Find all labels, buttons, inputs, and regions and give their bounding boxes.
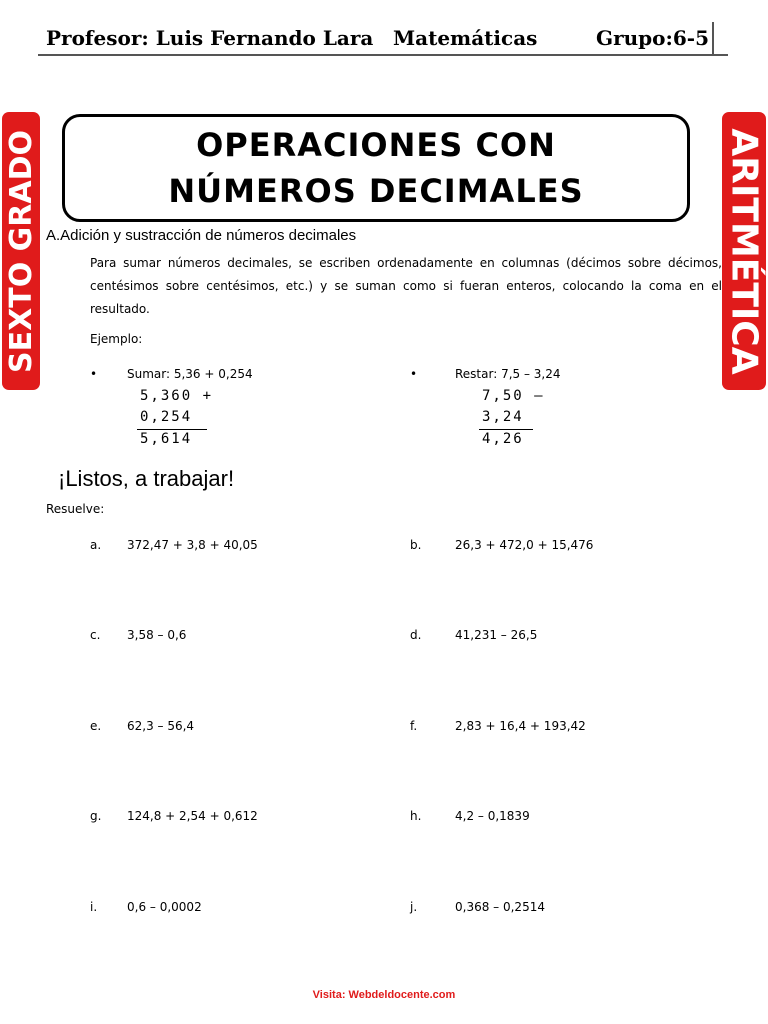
exercise-f: 2,83 + 16,4 + 193,42 xyxy=(455,719,586,733)
title-line-2: NÚMEROS DECIMALES xyxy=(168,172,584,210)
exercise-letter-f: f. xyxy=(410,719,418,733)
exercise-b: 26,3 + 472,0 + 15,476 xyxy=(455,538,594,552)
exercise-a: 372,47 + 3,8 + 40,05 xyxy=(127,538,258,552)
sub-result: 4,26 xyxy=(482,431,524,447)
grade-banner-text: SEXTO GRADO xyxy=(3,129,39,373)
exercise-letter-a: a. xyxy=(90,538,102,552)
title-box xyxy=(62,114,690,222)
sub-example-label: Restar: 7,5 – 3,24 xyxy=(455,367,561,381)
exercise-d: 41,231 – 26,5 xyxy=(455,628,538,642)
exercise-g: 124,8 + 2,54 + 0,612 xyxy=(127,809,258,823)
sub-row-2: 3,24 xyxy=(482,409,524,425)
group-label: Grupo:6-5 xyxy=(596,26,709,50)
exercise-letter-d: d. xyxy=(410,628,422,642)
grade-banner xyxy=(2,112,40,390)
section-heading: A.Adición y sustracción de números decimales xyxy=(46,227,357,244)
bullet-sub: • xyxy=(410,367,418,381)
exercise-h: 4,2 – 0,1839 xyxy=(455,809,530,823)
exercise-letter-i: i. xyxy=(90,900,98,914)
subject-name: Matemáticas xyxy=(393,26,538,50)
sum-result: 5,614 xyxy=(140,431,193,447)
sum-example-label: Sumar: 5,36 + 0,254 xyxy=(127,367,253,381)
subject-banner xyxy=(722,112,766,390)
sub-line xyxy=(479,429,533,430)
header-divider xyxy=(38,54,728,56)
sum-line xyxy=(137,429,207,430)
header-tick xyxy=(712,22,714,56)
exercise-e: 62,3 – 56,4 xyxy=(127,719,195,733)
exercise-letter-j: j. xyxy=(410,900,418,914)
exercise-i: 0,6 – 0,0002 xyxy=(127,900,202,914)
footer-link[interactable]: Visita: Webdeldocente.com xyxy=(312,989,456,1001)
sum-row-1: 5,360 + xyxy=(140,388,214,404)
teacher-name: Profesor: Luis Fernando Lara xyxy=(46,26,374,50)
practice-title: ¡Listos, a trabajar! xyxy=(58,466,235,491)
exercise-letter-h: h. xyxy=(410,809,422,823)
exercise-letter-e: e. xyxy=(90,719,102,733)
sub-row-1: 7,50 – xyxy=(482,388,545,404)
subject-banner-text: ARITMÉTICA xyxy=(723,127,765,375)
exercise-c: 3,58 – 0,6 xyxy=(127,628,187,642)
exercise-j: 0,368 – 0,2514 xyxy=(455,900,545,914)
sum-row-2: 0,254 xyxy=(140,409,193,425)
example-label: Ejemplo: xyxy=(90,332,143,346)
title-line-1: OPERACIONES CON xyxy=(196,126,556,164)
exercise-letter-b: b. xyxy=(410,538,422,552)
explanation-paragraph: Para sumar números decimales, se escriben ordenadamente en columnas (décimos sobre décimos, centésimos sobre centésimos, etc.) y se suman como si fueran enteros, colocando la coma en el resultado. xyxy=(90,256,722,316)
bullet-sum: • xyxy=(90,367,98,381)
exercise-letter-c: c. xyxy=(90,628,101,642)
exercise-letter-g: g. xyxy=(90,809,102,823)
practice-instruction: Resuelve: xyxy=(46,502,105,516)
